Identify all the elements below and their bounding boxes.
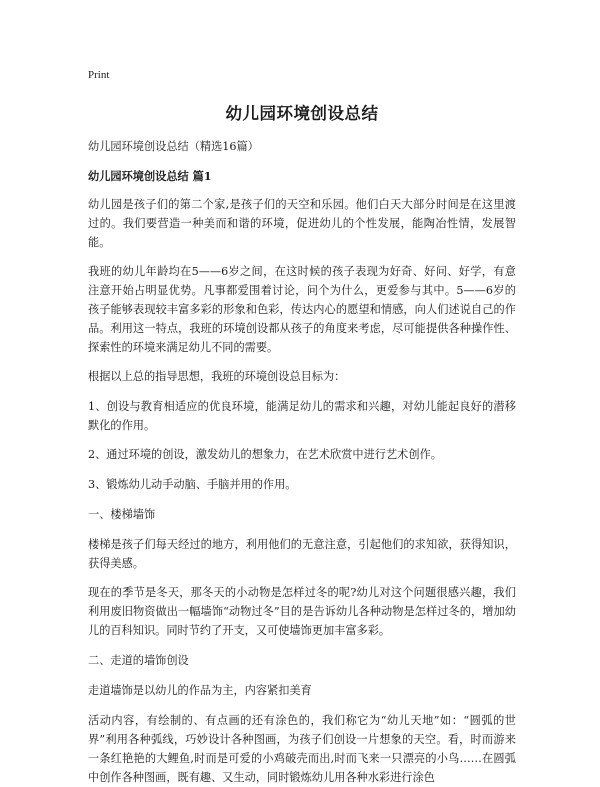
paragraph: 楼梯是孩子们每天经过的地方，利用他们的无意注意，引起他们的求知欲，获得知识，获得美感。: [88, 538, 516, 570]
document-subtitle: 幼儿园环境创设总结（精选16篇）: [88, 140, 259, 153]
paragraph: 1、创设与教育相适应的优良环境，能满足幼儿的需求和兴趣，对幼儿能起良好的潜移默化的作用。: [88, 400, 516, 432]
paragraph: 现在的季节是冬天，那冬天的小动物是怎样过冬的呢?幼儿对这个问题很感兴趣，我们利用废旧物资做出一幅墙饰“动物过冬”目的是告诉幼儿各种动物是怎样过冬的，增加幼儿的百科知识。同时节约了开支，又可使墙饰更加丰富多彩。: [88, 586, 516, 637]
paragraph: 3、锻炼幼儿动手动脑、手脑并用的作用。: [88, 478, 297, 491]
paragraph: 我班的幼儿年龄均在5——6岁之间，在这时候的孩子表现为好奇、好问、好学，有意注意开始占明显优势。凡事都爱围着讨论，问个为什么，更爱参与其中。5——6岁的孩子能够表现较丰富多彩的形象和色彩，传达内心的愿望和情感，向人们述说自己的作品。利用这一特点，我班的环境创设都从孩子的角度来考虑，尽可能提供各种操作性、探索性的环境来满足幼儿不同的需要。: [88, 265, 516, 354]
subheading: 一、楼梯墙饰: [88, 508, 156, 521]
paragraph: 幼儿园是孩子们的第二个家,是孩子们的天空和乐园。他们白天大部分时间是在这里渡过的。我们要营造一种美而和谐的环境，促进幼儿的个性发展，能陶冶性情，发展智能。: [88, 198, 516, 249]
paragraph: 2、通过环境的创设，激发幼儿的想象力，在艺术欣赏中进行艺术创作。: [88, 448, 442, 461]
page-title: 幼儿园环境创设总结: [225, 104, 379, 123]
subheading: 二、走道的墙饰创设: [88, 654, 189, 667]
document-body: [88, 137, 516, 787]
print-link[interactable]: Print: [88, 69, 110, 81]
section-heading: 幼儿园环境创设总结 篇1: [88, 169, 212, 183]
paragraph: 走道墙饰是以幼儿的作品为主，内容紧扣美育: [88, 684, 312, 697]
paragraph: 活动内容，有绘制的、有点画的还有涂色的，我们称它为“幼儿天地”如：“圆弧的世界”利用各种弧线，巧妙设计各种图画，为孩子们创设一片想象的天空。看，时而游来一条红艳艳的大鲤鱼,时而是可爱的小鸡破壳而出,时而飞来一只漂亮的小鸟……在圆弧中创作各种图画，既有趣、又生动，同时锻炼幼儿用各种水彩进行涂色: [88, 714, 516, 784]
paragraph: 根据以上总的指导思想，我班的环境创设总目标为：: [88, 370, 346, 383]
